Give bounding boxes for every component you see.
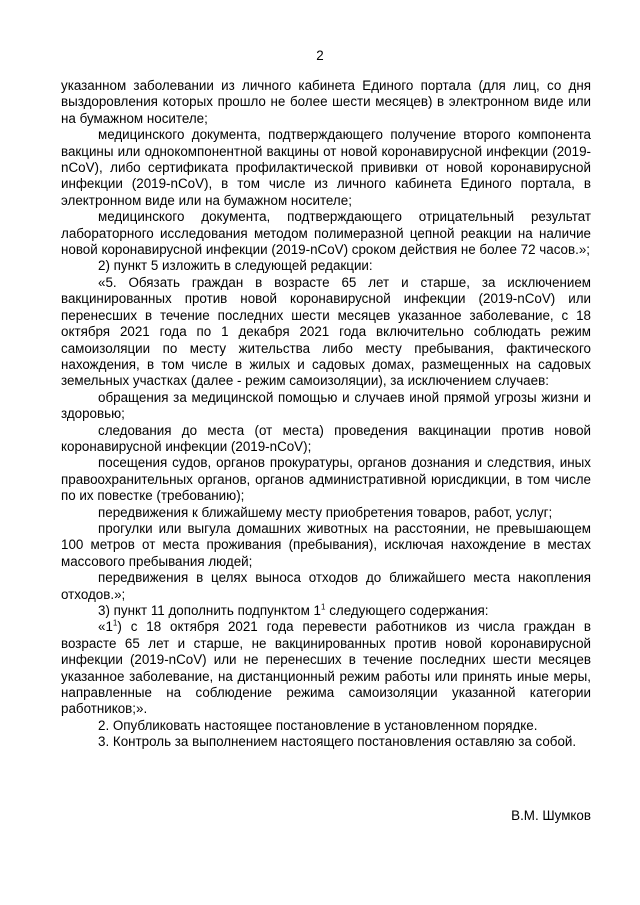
paragraph: обращения за медицинской помощью и случаев иной прямой угрозы жизни и здоровью; <box>61 389 591 422</box>
page-number: 2 <box>316 48 324 63</box>
paragraph: следования до места (от места) проведения вакцинации против новой коронавирусной инфекции (2019-nCoV); <box>61 422 591 454</box>
item3-text: 3) пункт 11 дополнить подпунктом 1 <box>98 603 322 618</box>
superscript: 1 <box>321 602 326 612</box>
document-body <box>61 78 591 751</box>
paragraph-publish: 2. Опубликовать настоящее постановление в установленном порядке. <box>98 717 538 733</box>
signature: В.М. Шумков <box>511 808 591 823</box>
paragraph: указанном заболевании из личного кабинета Единого портала (для лиц, со дня выздоровления которых прошло не более шести месяцев) в электронном виде или на бумажном носителе; <box>61 78 591 126</box>
item3-text-end: следующего содержания: <box>325 603 489 618</box>
superscript: 1 <box>112 618 118 628</box>
paragraph: медицинского документа, подтверждающего получение второго компонента вакцины или однокомпонентной вакцины от новой коронавирусной инфекции (2019-nCoV), либо сертификата профилактической прививки от новой коронавирусной инфекции (2019-nCoV), в том числе из личного кабинета Единого портала, в электронном виде или на бумажном носителе; <box>61 127 591 208</box>
subitem-open: «1 <box>98 619 113 635</box>
paragraph-subitem-1-1 <box>61 619 591 717</box>
paragraph: 2) пункт 5 изложить в следующей редакции: <box>98 258 373 274</box>
paragraph: медицинского документа, подтверждающего отрицательный результат лабораторного исследования методом полимеразной цепной реакции на наличие новой коронавирусной инфекции (2019-nCoV) сроком действия не более 72 часов.»; <box>61 209 591 258</box>
paragraph-control: 3. Контроль за выполнением настоящего постановления оставляю за собой. <box>98 734 577 750</box>
paragraph: передвижения к ближайшему месту приобретения товаров, работ, услуг; <box>98 504 553 520</box>
paragraph: прогулки или выгула домашних животных на расстоянии, не превышающем 100 метров от места проживания (пребывания), исключая нахождение в местах массового пребывания людей; <box>61 520 591 569</box>
paragraph: передвижения в целях выноса отходов до ближайшего места накопления отходов.»; <box>61 570 591 602</box>
paragraph: «5. Обязать граждан в возрасте 65 лет и старше, за исключением вакцинированных против новой коронавирусной инфекции (2019-nCoV) или перенесших в течение последних шести месяцев указанное заболевание, с 18 октября 2021 года по 1 декабря 2021 года включительно соблюдать режим самоизоляции по месту жительства либо месту пребывания, фактического нахождения, в том числе в жилых и садовых домах, размещенных на садовых земельных участках (далее - режим самоизоляции), за исключением случаев: <box>61 274 591 389</box>
paragraph: посещения судов, органов прокуратуры, органов дознания и следствия, иных правоохранительных органов, органов административной юрисдикции, в том числе по их повестке (требованию); <box>61 455 591 504</box>
paragraph-item-3 <box>61 603 591 619</box>
subitem-text: ) с 18 октября 2021 года перевести работников из числа граждан в возрасте 65 лет и старше, не вакцинированных против новой коронавирусной инфекции (2019-nCoV) или не перенесших в течение последних шести месяцев указанное заболевание, на дистанционный режим работы или принять иные меры, направленные на соблюдение режима самоизоляции указанной категории работников;». <box>61 619 591 717</box>
